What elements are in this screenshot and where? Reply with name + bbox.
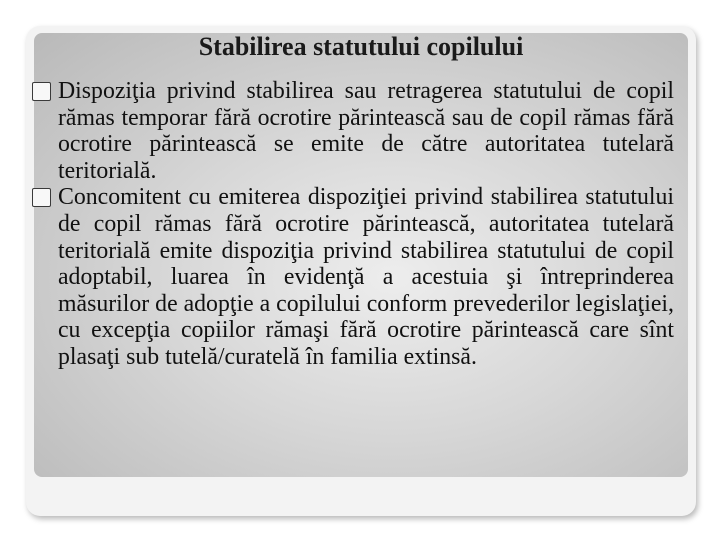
footer-strip — [34, 478, 688, 508]
bullet-box-icon — [32, 188, 51, 207]
paragraph-1 — [32, 78, 674, 184]
slide-body — [32, 78, 674, 371]
slide-title: Stabilirea statutului copilului — [198, 32, 524, 61]
paragraph-2-text: Concomitent cu emiterea dispoziţiei privind stabilirea statutului de copil rămas fără ocrotire părintească, autoritatea tutelară teritorială emite dispoziţia privind stabilirea statutului de copil adoptabil, luarea în evidenţă a acestuia şi întreprinderea măsurilor de adopţie a copilului conform prevederilor legislaţiei, cu excepţia copiilor rămaşi fără ocrotire părintească care sînt plasaţi sub tutelă/curatelă în familia extinsă. — [58, 184, 674, 370]
paragraph-1-text: Dispoziţia privind stabilirea sau retragerea statutului de copil rămas temporar fără ocrotire părintească sau de copil rămas fără ocrotire părintească se emite de către autoritatea tutelară teritorială. — [58, 78, 674, 184]
paragraph-2 — [32, 184, 674, 370]
bullet-box-icon — [32, 82, 51, 101]
